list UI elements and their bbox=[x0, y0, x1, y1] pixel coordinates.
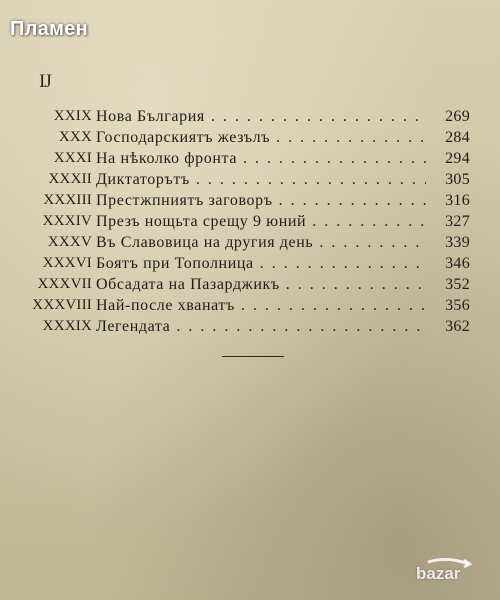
page-number: IJ bbox=[39, 71, 51, 92]
chapter-page: 294 bbox=[445, 150, 470, 167]
chapter-number: XXXV bbox=[47, 234, 92, 250]
chapter-page: 362 bbox=[445, 318, 470, 335]
chapter-number: XXX bbox=[58, 129, 92, 145]
chapter-number: XXXI bbox=[53, 150, 92, 166]
site-logo-watermark bbox=[408, 558, 494, 592]
chapter-title: На нѣколко фронта . . . bbox=[96, 148, 426, 169]
chapter-number: XXXVIII bbox=[32, 297, 92, 313]
chapter-number: XXXVII bbox=[37, 276, 92, 292]
chapter-title: Престжпниятъ заговоръ . . . bbox=[96, 190, 426, 211]
table-of-contents bbox=[32, 106, 470, 337]
toc-entry bbox=[40, 316, 470, 337]
site-logo-text: bazar bbox=[416, 564, 461, 583]
chapter-number: XXXIV bbox=[42, 213, 92, 229]
toc-entry bbox=[40, 169, 470, 190]
toc-entry bbox=[40, 190, 470, 211]
toc-entry bbox=[32, 295, 470, 316]
chapter-page: 356 bbox=[445, 297, 470, 314]
chapter-number: XXXIX bbox=[42, 318, 92, 334]
toc-entry bbox=[40, 253, 470, 274]
closing-rule bbox=[222, 356, 284, 357]
chapter-title: Въ Славовица на другия день . . . bbox=[96, 232, 426, 253]
chapter-title: Боятъ при Тополница . . . bbox=[96, 253, 426, 274]
chapter-title: Презъ нощьта срещу 9 юний . . . bbox=[96, 211, 426, 232]
chapter-page: 352 bbox=[445, 276, 470, 293]
chapter-page: 316 bbox=[445, 192, 470, 209]
toc-entry bbox=[37, 274, 470, 295]
chapter-page: 339 bbox=[445, 234, 470, 251]
chapter-title: Обсадата на Пазарджикъ . . . bbox=[96, 274, 426, 295]
chapter-title: Легендата . . . bbox=[96, 316, 426, 337]
chapter-page: 346 bbox=[445, 255, 470, 272]
toc-entry bbox=[40, 106, 470, 127]
chapter-number: XXXIII bbox=[43, 192, 92, 208]
chapter-page: 327 bbox=[445, 213, 470, 230]
chapter-number: XXIX bbox=[53, 108, 92, 124]
chapter-page: 305 bbox=[445, 171, 470, 188]
chapter-title: Най-после хванатъ . . . bbox=[96, 295, 426, 316]
chapter-title: Господарскиятъ жезълъ . . . bbox=[96, 127, 426, 148]
toc-entry bbox=[40, 127, 470, 148]
chapter-number: XXXVI bbox=[42, 255, 92, 271]
chapter-page: 284 bbox=[445, 129, 470, 146]
toc-entry bbox=[40, 232, 470, 253]
toc-entry bbox=[40, 148, 470, 169]
chapter-title: Нова България . . . bbox=[96, 106, 426, 127]
seller-watermark: Пламен bbox=[10, 18, 89, 40]
chapter-page: 269 bbox=[445, 108, 470, 125]
toc-entry bbox=[40, 211, 470, 232]
chapter-title: Диктаторътъ . . . bbox=[96, 169, 426, 190]
chapter-number: XXXII bbox=[48, 171, 92, 187]
